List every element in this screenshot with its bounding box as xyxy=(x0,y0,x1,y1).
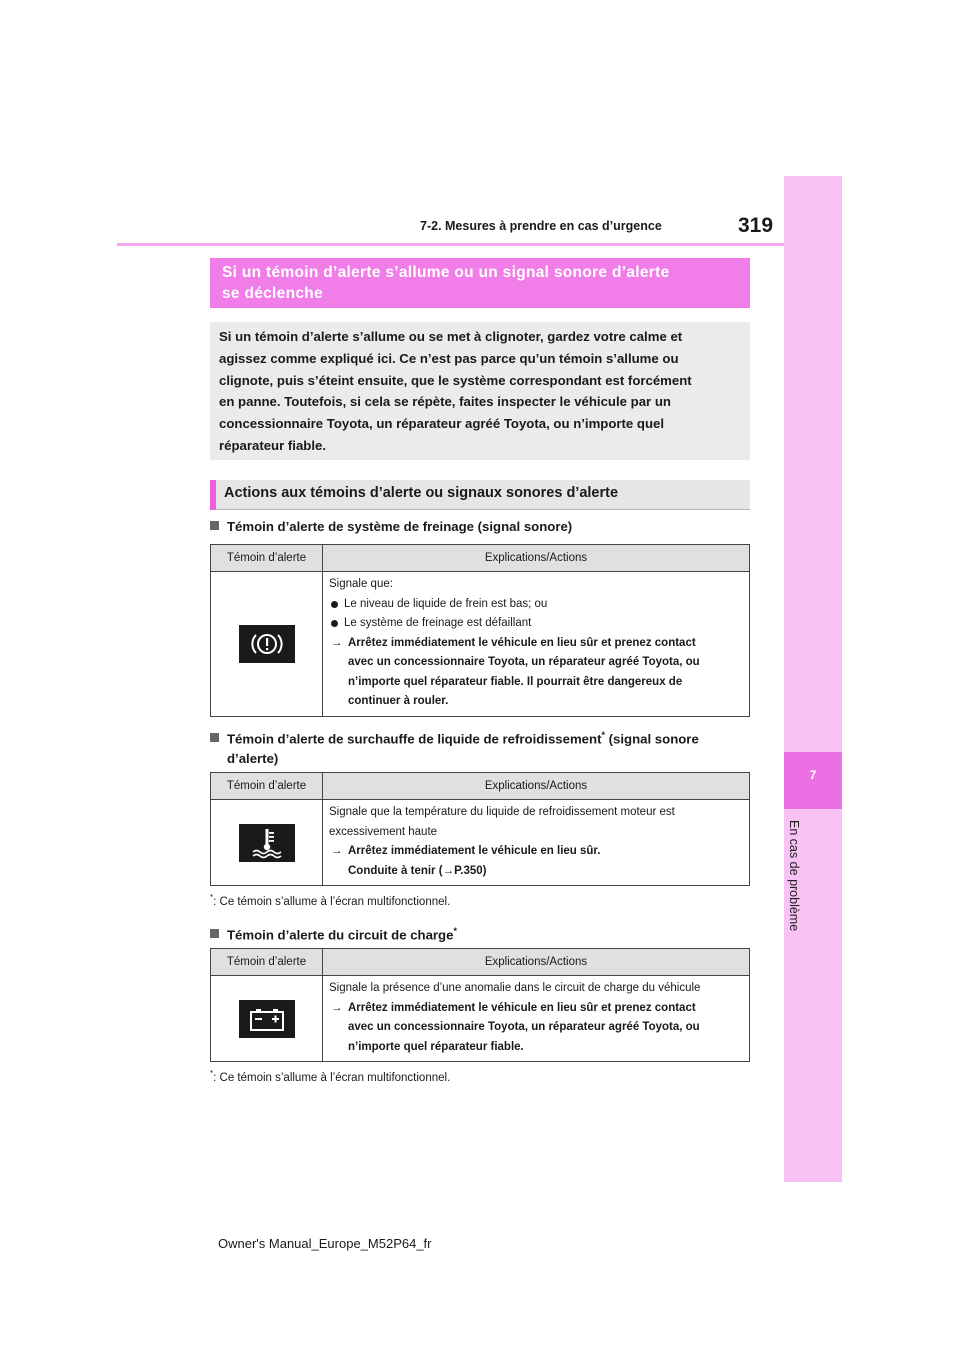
arrow-icon: → xyxy=(331,1001,343,1014)
arrow-icon: → xyxy=(442,864,455,877)
table-row xyxy=(211,572,749,716)
coolant-footnote: *: Ce témoin s’allume à l’écran multifonctionnel. xyxy=(210,893,451,908)
coolant-table xyxy=(210,772,750,886)
table-header xyxy=(211,545,749,572)
header-warning-light: Témoin d’alerte xyxy=(211,949,323,975)
explanation-cell xyxy=(323,976,749,1061)
brake-table xyxy=(210,544,750,717)
section-accent xyxy=(210,480,216,510)
warning-light-cell xyxy=(211,572,323,716)
warning-light-cell xyxy=(211,976,323,1061)
table-header xyxy=(211,773,749,800)
intro-line: Si un témoin d’alerte s’allume ou se met à clignoter, gardez votre calme et xyxy=(219,329,683,344)
square-bullet-icon xyxy=(210,733,219,742)
coolant-heading: Témoin d’alerte de surchauffe de liquide de refroidissement* (signal sonore d’alerte) xyxy=(210,726,750,768)
intro-line: concessionnaire Toyota, un réparateur agréé Toyota, ou n’importe quel xyxy=(219,416,665,432)
warning-light-cell xyxy=(211,800,323,885)
square-bullet-icon xyxy=(210,929,219,938)
action-line: Arrêtez immédiatement le véhicule en lieu sûr et prenez contact xyxy=(348,636,696,649)
header-rule xyxy=(117,243,784,246)
action-text xyxy=(329,999,743,1058)
square-bullet-icon xyxy=(210,521,219,530)
battery-charge-icon xyxy=(239,1000,295,1038)
action-line: n’importe quel réparateur fiable. xyxy=(348,1040,524,1053)
action-text xyxy=(329,842,743,881)
title-line-2: se déclenche xyxy=(222,285,323,302)
table-header xyxy=(211,949,749,976)
list-item: Le niveau de liquide de frein est bas; ou xyxy=(329,595,743,615)
action-line: Conduite à tenir (→P.350) xyxy=(348,864,487,877)
action-text xyxy=(329,634,743,712)
actions-section-bar xyxy=(210,480,750,510)
footnote-mark: * xyxy=(210,1069,214,1078)
action-line: continuer à rouler. xyxy=(348,695,449,707)
header-explanations: Explications/Actions xyxy=(484,552,588,564)
action-line: n’importe quel réparateur fiable. Il pourrait être dangereux de xyxy=(348,675,683,688)
header-explanations: Explications/Actions xyxy=(484,780,588,792)
charge-table xyxy=(210,948,750,1062)
page-number: 319 xyxy=(738,214,774,237)
page-reference-link[interactable]: P.350 xyxy=(454,864,483,877)
intro-line: agissez comme expliqué ici. Ce n’est pas parce qu’un témoin s’allume ou xyxy=(219,350,679,366)
signal-text: Signale que la température du liquide de refroidissement moteur est xyxy=(329,806,675,818)
arrow-icon: → xyxy=(331,845,343,857)
explanation-cell xyxy=(323,572,749,716)
action-line: Arrêtez immédiatement le véhicule en lieu sûr et prenez contact xyxy=(348,1001,696,1014)
table-row xyxy=(211,976,749,1061)
chapter-side-tab xyxy=(784,176,842,1182)
header-warning-light: Témoin d’alerte xyxy=(211,545,323,571)
action-line: avec un concessionnaire Toyota, un réparateur agréé Toyota, ou xyxy=(348,1021,700,1033)
action-line: avec un concessionnaire Toyota, un réparateur agréé Toyota, ou xyxy=(348,656,700,668)
running-header: 7-2. Mesures à prendre en cas d’urgence xyxy=(420,219,662,233)
intro-line: clignote, puis s’éteint ensuite, que le système correspondant est forcément xyxy=(219,372,692,388)
list-item: Le système de freinage est défaillant xyxy=(329,614,743,634)
table-row xyxy=(211,800,749,885)
arrow-icon: → xyxy=(331,636,343,649)
section-title-bar xyxy=(210,258,750,308)
signal-text: excessivement haute xyxy=(329,825,438,838)
intro-line: en panne. Toutefois, si cela se répète, faites inspecter le véhicule par un xyxy=(219,394,671,410)
header-warning-light: Témoin d’alerte xyxy=(211,773,323,799)
charge-heading: Témoin d’alerte du circuit de charge* xyxy=(210,922,750,945)
chapter-number: 7 xyxy=(809,768,817,782)
signal-text: Signale que: xyxy=(329,578,393,590)
action-line: Arrêtez immédiatement le véhicule en lieu sûr. xyxy=(348,845,601,857)
document-footer: Owner's Manual_Europe_M52P64_fr xyxy=(218,1236,432,1251)
signal-text: Signale la présence d’une anomalie dans le circuit de charge du véhicule xyxy=(329,982,701,994)
intro-box xyxy=(210,322,750,460)
charge-footnote: *: Ce témoin s’allume à l’écran multifonctionnel. xyxy=(210,1069,451,1084)
header-explanations: Explications/Actions xyxy=(484,956,588,968)
footnote-mark: * xyxy=(453,926,457,936)
explanation-cell xyxy=(323,800,749,885)
chapter-label: En cas de problème xyxy=(787,820,801,932)
brake-heading: Témoin d’alerte de système de freinage (signal sonore) xyxy=(210,517,750,537)
intro-line: réparateur fiable. xyxy=(219,437,327,453)
actions-section-title: Actions aux témoins d’alerte ou signaux sonores d’alerte xyxy=(224,485,619,501)
footnote-mark: * xyxy=(210,893,214,902)
coolant-temperature-icon xyxy=(239,824,295,862)
title-line-1: Si un témoin d’alerte s’allume ou un signal sonore d’alerte xyxy=(222,264,670,281)
brake-warning-icon xyxy=(239,625,295,663)
footnote-mark: * xyxy=(601,730,605,740)
